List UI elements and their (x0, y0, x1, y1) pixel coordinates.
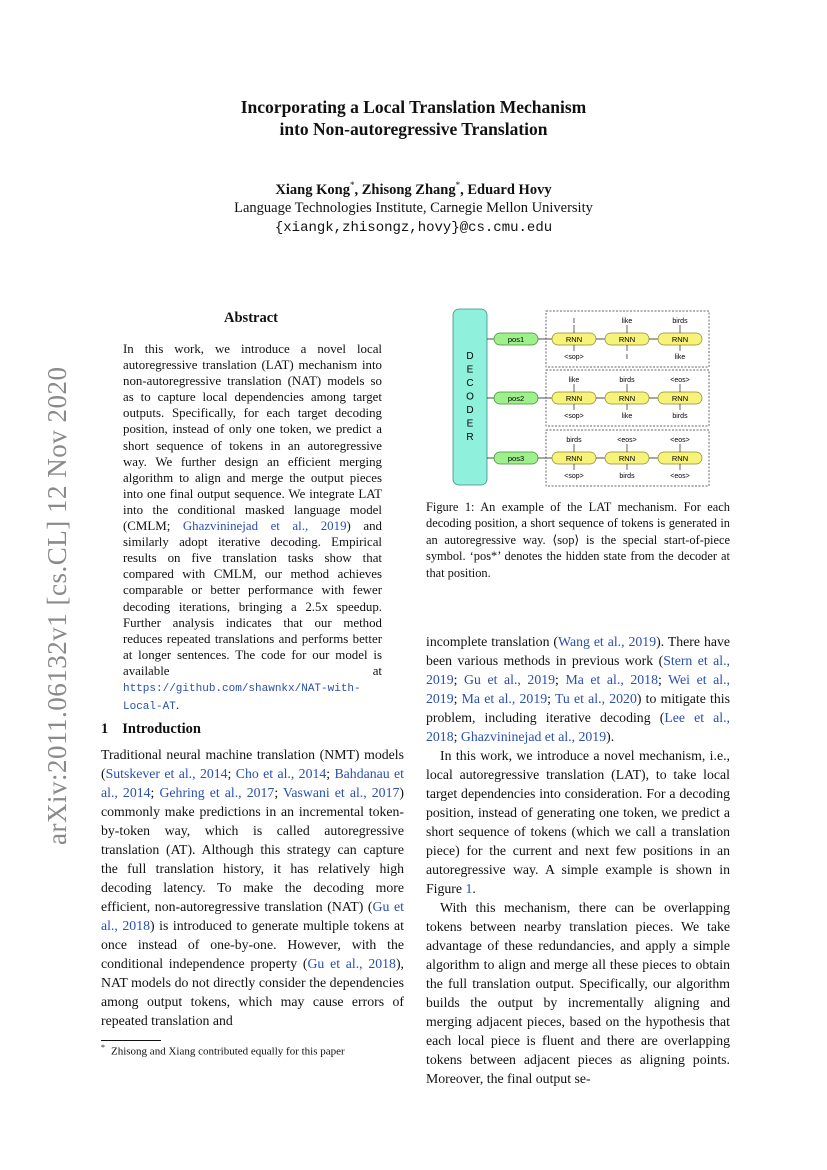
citation-link[interactable]: Wang et al., 2019 (558, 634, 657, 649)
rnn-label: RNN (565, 335, 583, 344)
separator: ; (274, 785, 283, 800)
section-title: Introduction (122, 721, 201, 737)
author-emails: {xiangk,zhisongz,hovy}@cs.cmu.edu (274, 220, 553, 236)
text: ) is introduced to generate multiple tokens at once instead of one-by-one. However, with the conditional independence property ( (101, 918, 404, 971)
paragraph (101, 745, 404, 1030)
text: Traditional neural machine translation (NMT) models ( (101, 747, 404, 781)
section-heading (101, 721, 201, 738)
separator: ; (326, 766, 335, 781)
input-token: <sop> (564, 354, 584, 361)
input-token: birds (619, 473, 635, 480)
figure-ref-link[interactable]: 1 (465, 881, 473, 896)
citation-link[interactable]: Gu et al., 2018 (307, 956, 396, 971)
rnn-label: RNN (671, 454, 689, 463)
intro-left-column (101, 745, 404, 1030)
citation-link[interactable]: Gu et al., 2018 (101, 899, 404, 933)
pos-label: pos2 (507, 394, 525, 403)
abstract-end: . (175, 698, 180, 713)
footnote-mark: * (101, 1043, 105, 1052)
sop-symbol: ⟨sop⟩ (552, 532, 580, 547)
input-token: like (621, 413, 633, 420)
output-token: I (573, 318, 575, 325)
section-number: 1 (101, 721, 109, 737)
citation-link[interactable]: Cho et al., 2014 (235, 766, 327, 781)
caption-text: Figure 1: An example of the LAT mechanism. For each decoding position, a short sequence of tokens is generated in an autoregressive way. (426, 500, 730, 547)
separator: ; (453, 691, 462, 706)
separator: ; (657, 672, 669, 687)
author-1: Xiang Kong (275, 181, 350, 198)
arxiv-sidebar (22, 355, 72, 845)
output-token: like (568, 377, 580, 384)
rnn-label: RNN (565, 394, 583, 403)
text: ). There have been various methods in previous work ( (426, 634, 731, 668)
input-token: I (626, 354, 628, 361)
paragraph (426, 746, 730, 898)
text: ), NAT models do not directly consider the dependencies among output tokens, which may cause errors of repeated translation and (101, 956, 404, 1028)
title-line-1: Incorporating a Local Translation Mechanism (240, 97, 587, 117)
rnn-label: RNN (565, 454, 583, 463)
footnote-rule (101, 1040, 161, 1041)
output-token: <eos> (617, 437, 637, 444)
input-token: <sop> (564, 473, 584, 480)
author-3: Eduard Hovy (467, 181, 552, 198)
citation-link[interactable]: Lee et al., 2018 (426, 710, 730, 744)
rnn-label: RNN (618, 394, 636, 403)
text: ). (606, 729, 615, 744)
caption-text: is the special start-of-piece symbol. ‘pos*’ denotes the hidden state from the decoder at that position. (426, 532, 730, 580)
author-list: Xiang Kong*, Zhisong Zhang*, Eduard Hovy (275, 180, 552, 198)
text: In this work, we introduce a novel mechanism, i.e., local autoregressive translation (LAT), to take local target dependencies into consideration. For a decoding position, instead of generating one token, we predict a short sequence of tokens (which we call a translation piece) for the current and next few positions in an autoregressive way. A simple example is shown in Figure (426, 748, 730, 896)
input-token: birds (672, 413, 688, 420)
abstract-heading: Abstract (224, 310, 278, 326)
citation-link[interactable]: Wei et al., 2019 (426, 672, 730, 706)
text: ) commonly make predictions in an incremental token-by-token way, which is called autoregressive translation (AT). Although this strategy can capture the full translation history, it has relatively high decoding latency. To make the decoding more efficient, non-autoregressive translation (NAT) ( (101, 785, 404, 914)
paragraph: With this mechanism, there can be overlapping tokens between nearby translation pieces. We take advantage of these redundancies, and apply a simple algorithm to align and merge all these pieces to obtain the full translation output. Specifically, our algorithm builds the output by incrementally aligning and merging adjacent pieces, based on the hypothesis that each local piece is fluent and there are overlapping tokens between adjacent pieces as aligning points. Moreover, the final output se- (426, 900, 730, 1086)
citation-link[interactable]: Ma et al., 2019 (461, 691, 548, 706)
output-token: birds (672, 318, 688, 325)
figure-caption (426, 499, 730, 581)
equal-contribution-mark: * (349, 180, 355, 190)
abstract-text: ) and similarly adopt iterative decoding. Empirical results on five translation tasks show that compared with CMLM, our method achieves comparable or better performance with fewer decoding iterations, bringing a 2.5x speedup. Further analysis indicates that our method reduces repeated translations and performs better at longer sentences. The code for our model is available at (123, 519, 382, 678)
paragraph (426, 632, 730, 746)
citation-link[interactable]: Gehring et al., 2017 (159, 785, 275, 800)
input-token: <sop> (564, 413, 584, 420)
separator: ; (150, 785, 160, 800)
citation-link[interactable]: Tu et al., 2020 (554, 691, 637, 706)
citation-link[interactable]: Sutskever et al., 2014 (105, 766, 228, 781)
text: ) to mitigate this problem, including iterative decoding ( (426, 691, 730, 725)
abstract-text: In this work, we introduce a novel local autoregressive translation (LAT) mechanism into non-autoregressive translation (NAT) models so as to capture local dependencies among target outputs. Specifically, for each target decoding position, instead of only one token, we predict a short sequence of tokens in an autoregressive way. We further design an efficient merging algorithm to align and merge the output pieces into one final output sequence. We integrate LAT into the conditional masked language model (CMLM; (123, 342, 382, 534)
footnote-text: Zhisong and Xiang contributed equally for this paper (111, 1045, 345, 1058)
separator: ; (555, 672, 566, 687)
rnn-label: RNN (671, 335, 689, 344)
citation-link[interactable]: Stern et al., 2019 (426, 653, 730, 687)
pos-label: pos1 (507, 335, 525, 344)
input-token: like (674, 354, 686, 361)
citation-link[interactable]: Ghazvininejad et al., 2019 (460, 729, 607, 744)
citation-link[interactable]: Gu et al., 2019 (464, 672, 556, 687)
separator: ; (453, 729, 461, 744)
separator: ; (453, 672, 465, 687)
pos-label: pos3 (507, 454, 525, 463)
arxiv-identifier: arXiv:2011.06132v1 [cs.CL] 12 Nov 2020 (42, 366, 72, 845)
text: . (472, 881, 476, 896)
citation-link[interactable]: Vaswani et al., 2017 (282, 785, 400, 800)
text: incomplete translation ( (426, 634, 559, 649)
intro-right-column (426, 632, 730, 1088)
output-token: <eos> (670, 377, 690, 384)
separator: ; (547, 691, 555, 706)
abstract-body (123, 341, 382, 715)
separator: ; (227, 766, 236, 781)
citation-link[interactable]: Bahdanau et al., 2014 (101, 766, 404, 800)
rnn-label: RNN (618, 454, 636, 463)
footnote (101, 1043, 345, 1058)
output-token: birds (566, 437, 582, 444)
citation-link[interactable]: Ghazvininejad et al., 2019 (182, 519, 347, 534)
affiliation: Language Technologies Institute, Carnegie Mellon University (234, 200, 593, 216)
paper-title (100, 96, 727, 140)
input-token: <eos> (670, 473, 690, 480)
equal-contribution-mark: * (455, 180, 461, 190)
author-2: Zhisong Zhang (361, 181, 456, 198)
rnn-label: RNN (671, 394, 689, 403)
output-token: <eos> (670, 437, 690, 444)
output-token: like (621, 318, 633, 325)
figure-lat-mechanism (452, 307, 712, 487)
output-token: birds (619, 377, 635, 384)
title-line-2: into Non-autoregressive Translation (279, 119, 548, 139)
rnn-label: RNN (618, 335, 636, 344)
code-url-link[interactable]: https://github.com/shawnkx/NAT-with-Local-AT (123, 682, 361, 714)
citation-link[interactable]: Ma et al., 2018 (565, 672, 658, 687)
decoder-label: D E C O D E R (466, 351, 474, 443)
